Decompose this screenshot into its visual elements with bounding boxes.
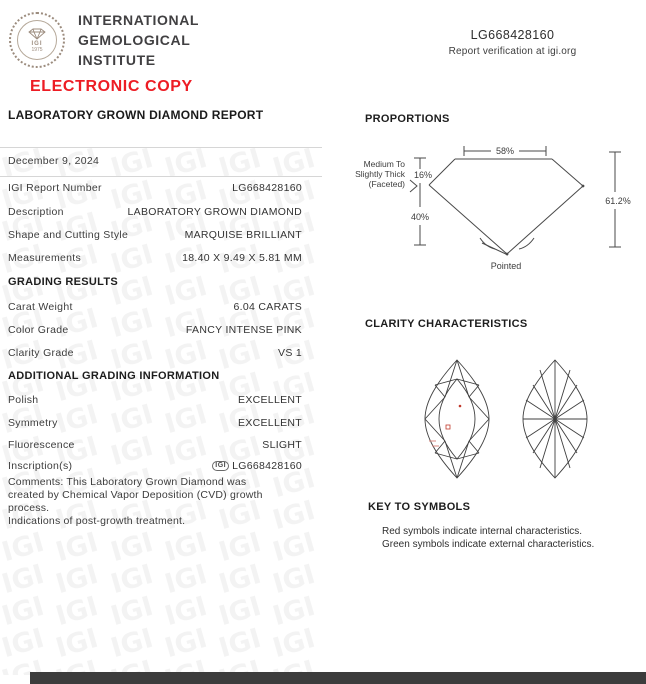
bottom-edge-bar	[30, 672, 646, 684]
table-row	[8, 301, 302, 313]
table-row	[8, 206, 302, 218]
pavilion-view-diagram	[523, 360, 587, 478]
grading-results-heading: GRADING RESULTS	[8, 276, 119, 288]
row-value: MARQUISE BRILLIANT	[184, 229, 302, 241]
key-internal-line: Red symbols indicate internal characteristics.	[382, 526, 583, 537]
row-label: Description	[8, 206, 64, 218]
institute-name-line3: INSTITUTE	[78, 52, 156, 68]
row-label: Carat Weight	[8, 301, 73, 313]
row-value: VS 1	[278, 347, 302, 359]
report-title: LABORATORY GROWN DIAMOND REPORT	[8, 108, 264, 122]
igi-inscription-icon: IGI	[212, 461, 229, 471]
row-label: Clarity Grade	[8, 347, 74, 359]
row-value: 6.04 CARATS	[233, 301, 302, 313]
divider-line	[0, 147, 322, 148]
key-to-symbols-heading: KEY TO SYMBOLS	[368, 501, 471, 513]
table-row	[8, 324, 302, 336]
table-row	[8, 439, 302, 451]
row-label: Polish	[8, 394, 39, 406]
row-value: FANCY INTENSE PINK	[185, 324, 302, 336]
girdle-label-line2: Slightly Thick	[355, 169, 405, 179]
verification-block	[380, 28, 645, 57]
table-percent-label: 58%	[495, 146, 515, 156]
table-row	[8, 347, 302, 359]
key-external-line: Green symbols indicate external characteristics.	[382, 539, 595, 550]
proportions-heading: PROPORTIONS	[365, 113, 450, 125]
institute-name-line1: INTERNATIONAL	[78, 12, 200, 28]
seal-year: 1975	[31, 46, 43, 53]
row-value: EXCELLENT	[238, 417, 302, 429]
igi-watermark	[0, 147, 322, 675]
row-label: Inscription(s)	[8, 460, 73, 472]
comments-line: Comments: This Laboratory Grown Diamond was	[8, 476, 247, 488]
report-date-row	[8, 155, 302, 167]
table-row	[8, 252, 302, 264]
comments-line: created by Chemical Vapor Deposition (CVD) growth	[8, 489, 263, 501]
report-number-top: LG668428160	[470, 28, 555, 42]
row-label: Fluorescence	[8, 439, 75, 451]
seal-diamond-icon	[28, 28, 46, 40]
proportions-profile-diagram	[350, 135, 640, 275]
divider-line	[0, 176, 322, 177]
row-value: LABORATORY GROWN DIAMOND	[127, 206, 302, 218]
row-label: Measurements	[8, 252, 82, 264]
inscription-number: LG668428160	[232, 460, 302, 472]
row-label: Symmetry	[8, 417, 58, 429]
row-label: Shape and Cutting Style	[8, 229, 129, 241]
girdle-label-line1: Medium To	[363, 159, 405, 169]
pavilion-percent-label: 40%	[410, 212, 430, 222]
crown-percent-label: 16%	[413, 170, 433, 180]
comments-block	[8, 476, 312, 528]
row-label: IGI Report Number	[8, 182, 102, 194]
row-label: Color Grade	[8, 324, 69, 336]
girdle-label-line3: (Faceted)	[368, 179, 405, 189]
additional-grading-heading: ADDITIONAL GRADING INFORMATION	[8, 370, 220, 382]
inscription-row	[8, 460, 302, 472]
table-row	[8, 417, 302, 429]
culet-label: Pointed	[490, 261, 522, 271]
electronic-copy-label: ELECTRONIC COPY	[30, 78, 193, 95]
seal-inner-ring	[17, 20, 57, 60]
row-value: SLIGHT	[262, 439, 302, 451]
row-value: LG668428160	[232, 182, 302, 194]
seal-outer-ring	[9, 12, 65, 68]
girdle-point	[582, 185, 585, 188]
clarity-diagrams	[405, 350, 605, 485]
report-date: December 9, 2024	[8, 155, 100, 167]
verification-text: Report verification at igi.org	[448, 46, 577, 57]
inclusion-marks	[429, 405, 461, 446]
inscription-value	[212, 460, 302, 472]
clarity-heading: CLARITY CHARACTERISTICS	[365, 318, 528, 330]
table-row	[8, 182, 302, 194]
institute-name-line2: GEMOLOGICAL	[78, 32, 191, 48]
depth-percent-label: 61.2%	[605, 196, 631, 206]
crown-view-diagram	[425, 360, 489, 478]
seal-monogram: IGI	[31, 40, 43, 47]
row-value: EXCELLENT	[238, 394, 302, 406]
comments-line: process.	[8, 502, 50, 514]
igi-seal-logo	[8, 10, 66, 70]
culet-point	[506, 253, 509, 256]
row-value: 18.40 X 9.49 X 5.81 MM	[182, 252, 302, 264]
comments-line: Indications of post-growth treatment.	[8, 515, 186, 527]
table-row	[8, 229, 302, 241]
table-row	[8, 394, 302, 406]
